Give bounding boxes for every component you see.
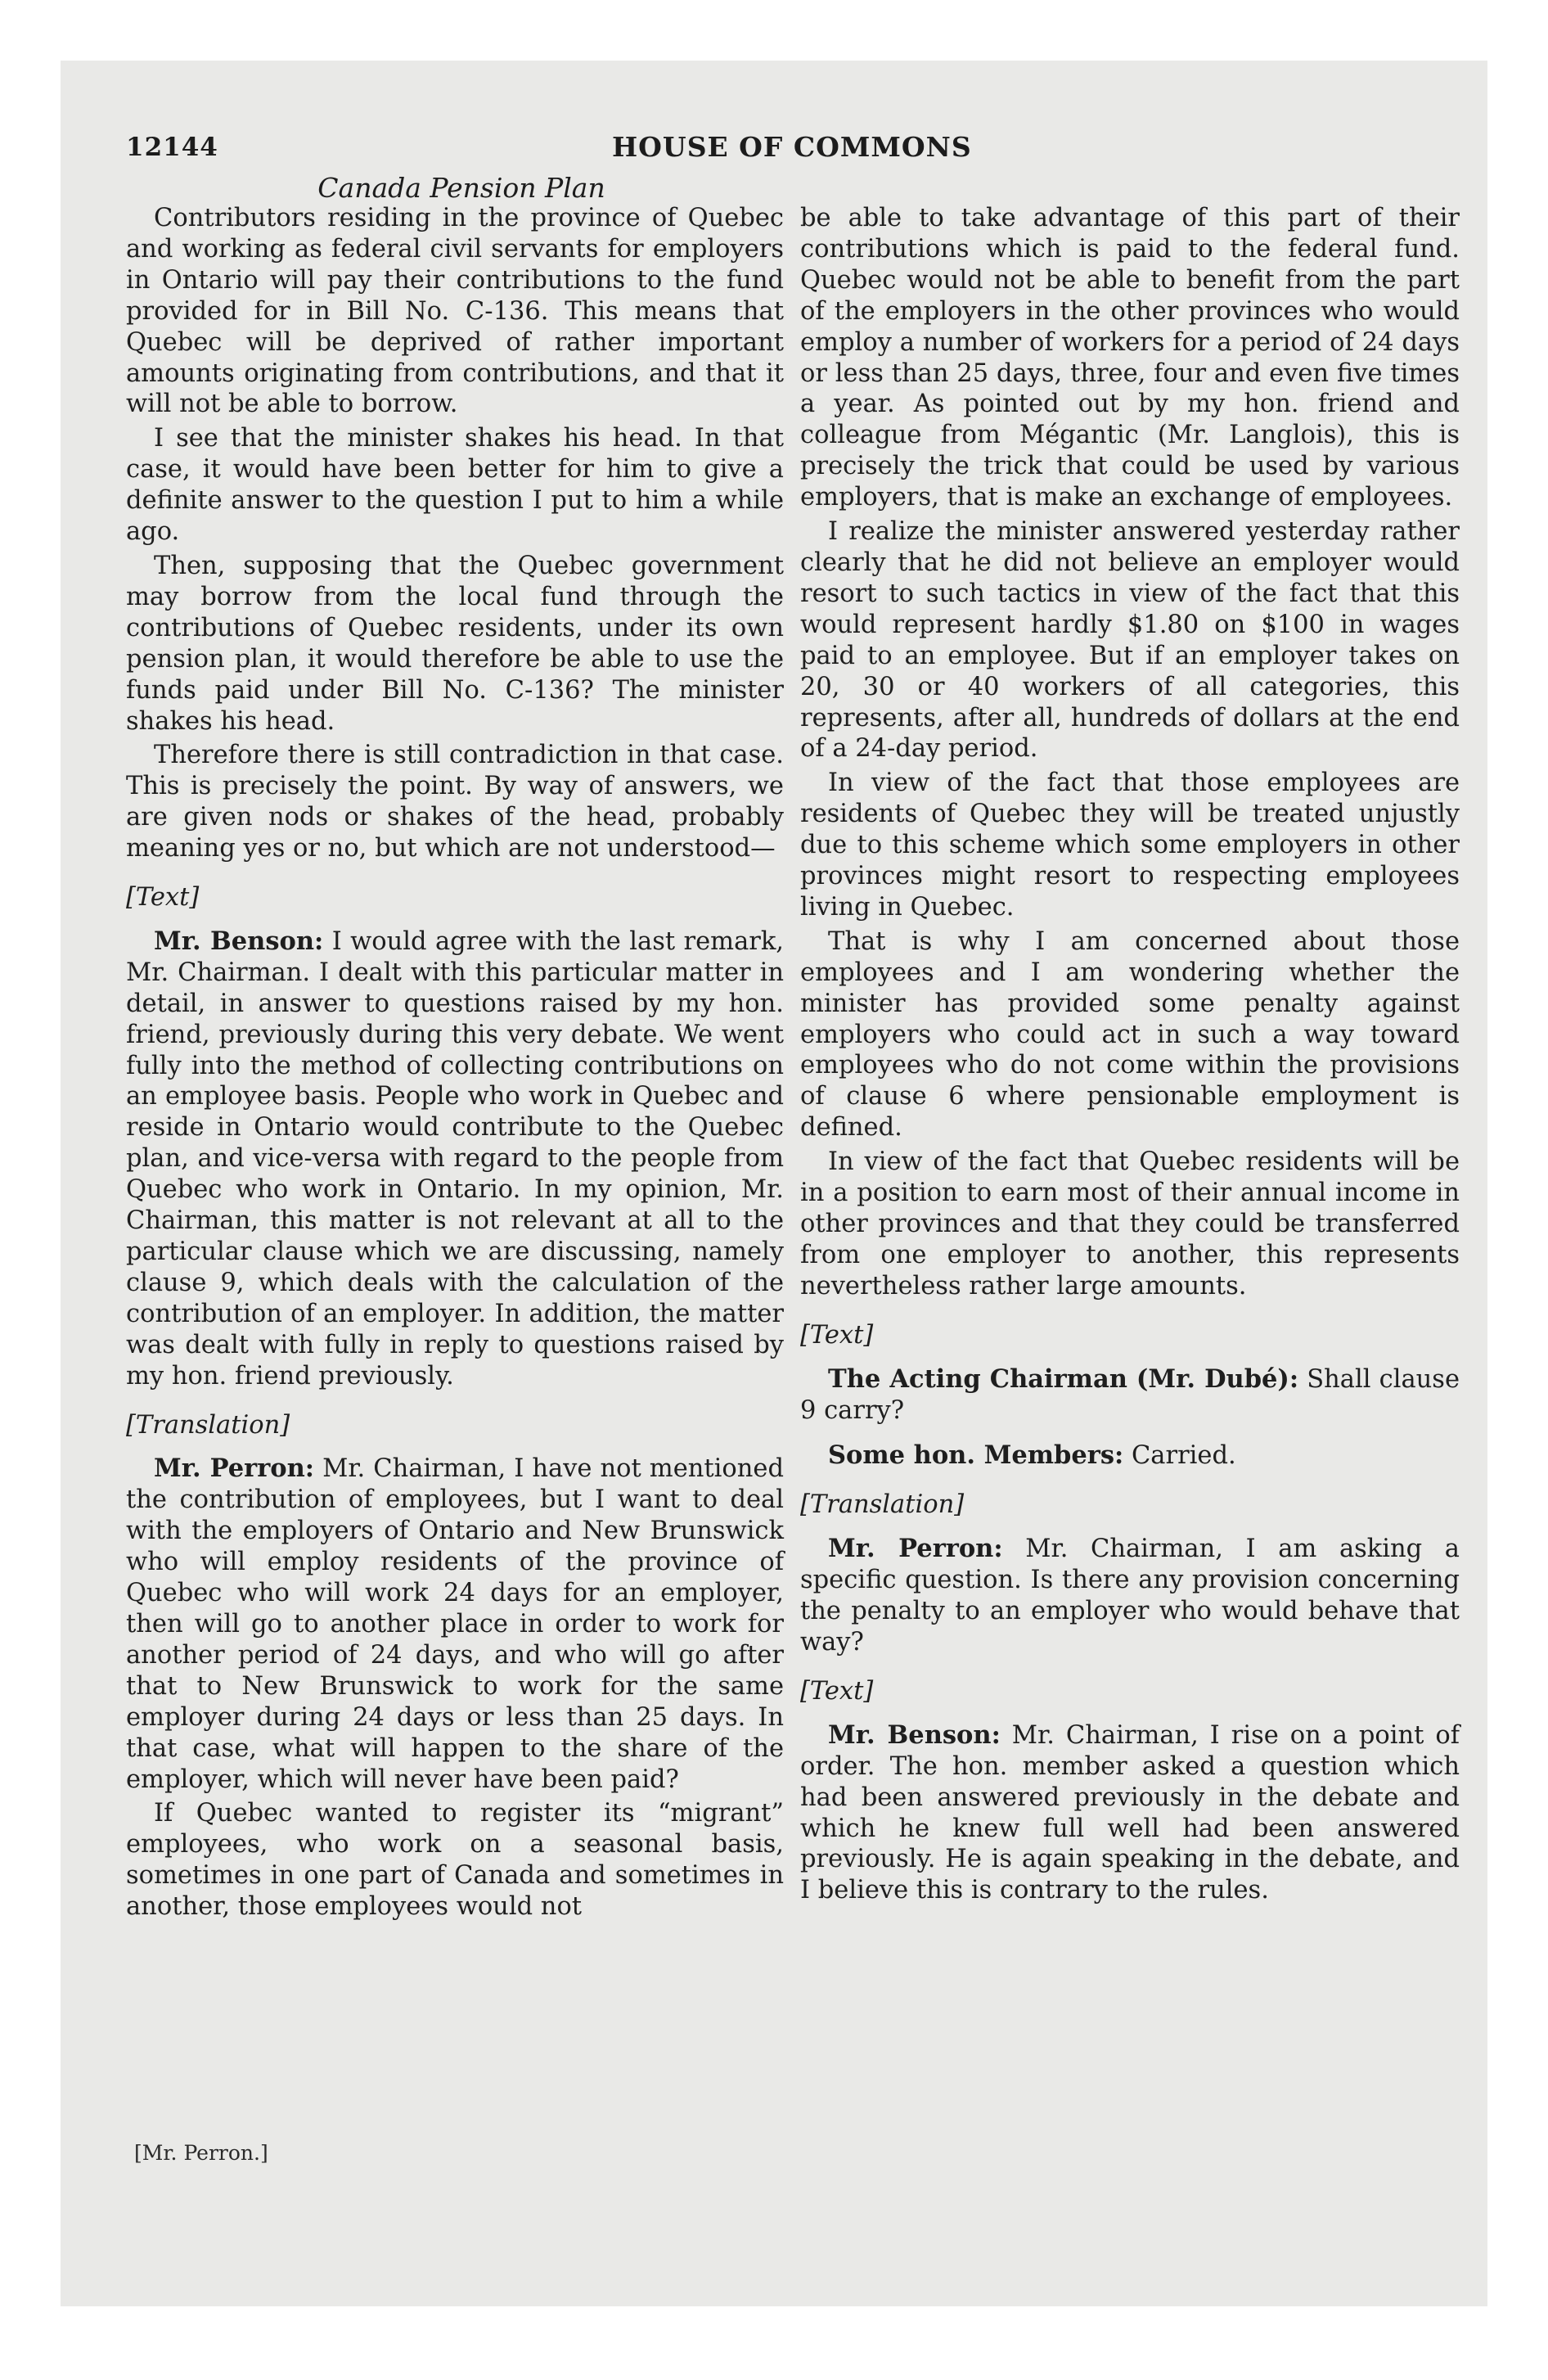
speech-members xyxy=(800,1440,1460,1472)
language-label: [Translation] xyxy=(800,1490,965,1520)
speaker-name: Mr. Perron: xyxy=(828,1534,1003,1564)
speech-text: Mr. Chairman, I have not mentioned the contribution of employees, but I want to deal with the employers of Ontario and New Brunswick who will employ residents of the province of Quebec who will work 24 days for an employer, then will go to another place in order to work for another period of 24 days, and who will go after that to New Brunswick to work for the same employer during 24 days or less than 25 days. In that case, what will happen to the share of the employer, which will never have been paid? xyxy=(126,1454,784,1794)
speech-perron xyxy=(800,1534,1460,1658)
speaker-name: Mr. Perron: xyxy=(154,1454,315,1484)
section-title: Canada Pension Plan xyxy=(317,172,605,204)
speech-text: Shall clause 9 carry? xyxy=(800,1364,1460,1425)
speech-benson xyxy=(126,926,784,1392)
speech-acting-chairman xyxy=(800,1364,1460,1427)
language-label: [Translation] xyxy=(126,1410,290,1440)
speaker-name: Mr. Benson: xyxy=(828,1720,1001,1750)
speech-text: I would agree with the last remark, Mr. Chairman. I dealt with this particular matter in detail, in answer to questions raised by my hon. friend, previously during this very debate. We went fully into the method of collecting contributions on an employee basis. People who work in Quebec and reside in Ontario would contribute to the Quebec plan, and vice-versa with regard to the people from Quebec who work in Ontario. In my opinion, Mr. Chairman, this matter is not relevant at all to the particular clause which we are discussing, namely clause 9, which deals with the calculation of the contribution of an employer. In addition, the matter was dealt with fully in reply to questions raised by my hon. friend previously. xyxy=(126,926,785,1391)
paragraph: Contributors residing in the province of Quebec and working as federal civil servants for employers in Ontario will pay their contributions to the fund provided for in Bill No. C-136. This means that Quebec will be deprived of rather important amounts originating from contributions, and that it will not be able to borrow. xyxy=(126,204,784,419)
speech-text: Mr. Chairman, I am asking a specific question. Is there any provision concerning the penalty to an employer who would behave that way? xyxy=(800,1535,1460,1657)
paragraph: Therefore there is still contradiction in that case. This is precisely the point. By way of answers, we are given nods or shakes of the head, probably meaning yes or no, but which are not understood— xyxy=(126,741,784,863)
speaker-name: Mr. Benson: xyxy=(154,926,324,956)
paragraph: I see that the minister shakes his head. In that case, it would have been better for him to give a definite answer to the question I put to him a while ago. xyxy=(126,424,784,547)
page-number: 12144 xyxy=(126,133,218,162)
language-label: [Text] xyxy=(126,883,200,913)
running-head: HOUSE OF COMMONS xyxy=(612,131,972,163)
paragraph: Then, supposing that the Quebec government may borrow from the local fund through the contributions of Quebec residents, under its own pension plan, it would therefore be able to use the funds paid under Bill No. C-136? The minister shakes his head. xyxy=(126,551,784,736)
paragraph: be able to take advantage of this part of their contributions which is paid to the federal fund. Quebec would not be able to benefit from the part of the employers in the other provinces who would employ a number of workers for a period of 24 days or less than 25 days, three, four and even five times a year. As pointed out by my hon. friend and colleague from Mégantic (Mr. Langlois), this is precisely the trick that could be used by various employers, that is make an exchange of employees. xyxy=(800,204,1460,512)
speaker-name: The Acting Chairman (Mr. Dubé): xyxy=(828,1364,1299,1394)
paragraph: In view of the fact that Quebec residents will be in a position to earn most of their annual income in other provinces and that they could be transferred from one employer to another, this represents nevertheless rather large amounts. xyxy=(800,1147,1460,1300)
speech-text: Mr. Chairman, I rise on a point of order. The hon. member asked a question which had been answered previously in the debate and which he knew full well had been answered previously. He is again speaking in the debate, and I believe this is contrary to the rules. xyxy=(800,1720,1460,1905)
speech-perron xyxy=(126,1454,784,1795)
paragraph: That is why I am concerned about those employees and I am wondering whether the minister has provided some penalty against employers who could act in such a way toward employees who do not come within the provisions of clause 6 where pensionable employment is defined. xyxy=(800,926,1460,1143)
paragraph: If Quebec wanted to register its “migrant” employees, who work on a seasonal basis, sometimes in one part of Canada and sometimes in another, those employees would not xyxy=(126,1799,784,1922)
speech-text: Carried. xyxy=(1131,1441,1236,1471)
paragraph: I realize the minister answered yesterday rather clearly that he did not believe an employer would resort to such tactics in view of the fact that this would represent hardly $1.80 on $100 in wages paid to an employee. But if an employer takes on 20, 30 or 40 workers of all categories, this represents, after all, hundreds of dollars at the end of a 24-day period. xyxy=(800,517,1460,764)
speech-benson xyxy=(800,1720,1460,1906)
left-column xyxy=(126,203,784,1926)
speaker-name: Some hon. Members: xyxy=(828,1440,1124,1471)
paragraph: In view of the fact that those employees are residents of Quebec they will be treated unjustly due to this scheme which some employers in other provinces might resort to respecting employees living in Quebec. xyxy=(800,769,1460,922)
language-label: [Text] xyxy=(800,1676,874,1706)
language-label: [Text] xyxy=(800,1320,874,1350)
speaker-attribution: [Mr. Perron.] xyxy=(134,2141,268,2165)
right-column xyxy=(800,203,1460,1909)
